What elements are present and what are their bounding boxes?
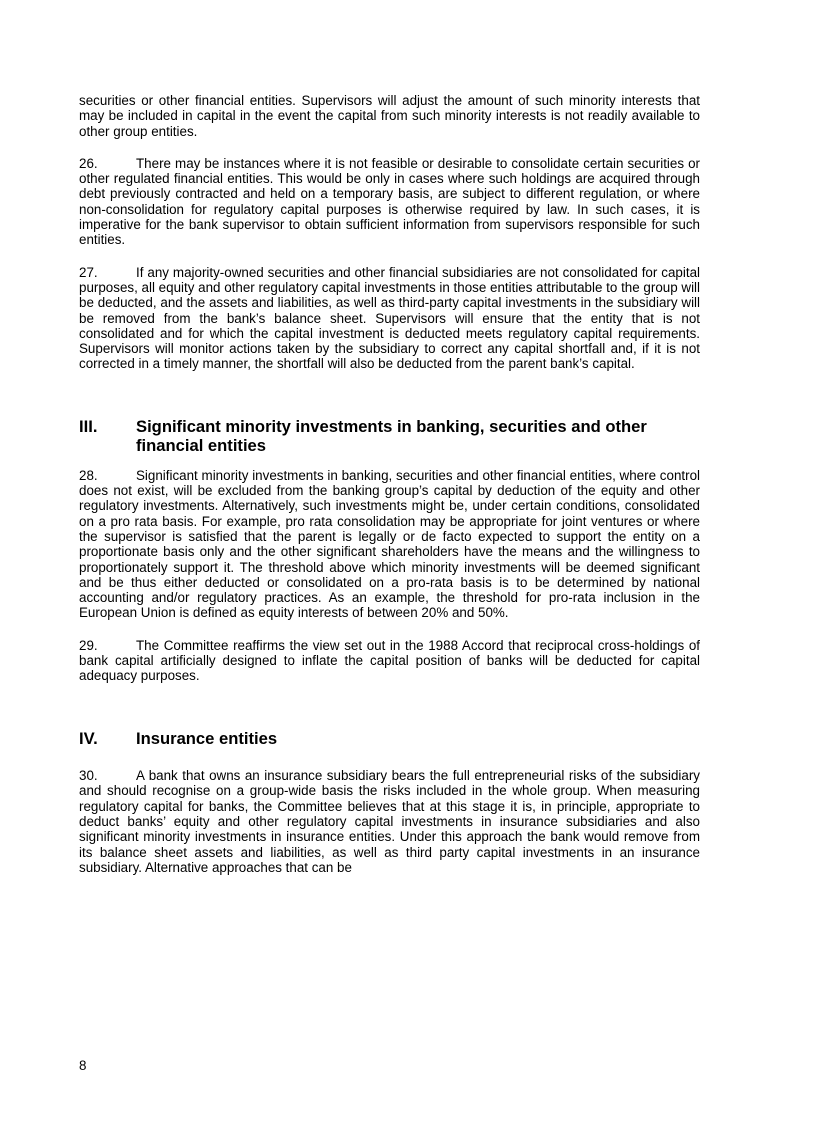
paragraph-text: Significant minority investments in banking, securities and other financial entities, where control does not exist, will be excluded from the banking group’s capital by deduction of the equity and other regulatory investments. Alternatively, such investments might be, under certain conditions, consolidated on a pro rata basis. For example, pro rata consolidation may be appropriate for joint ventures or where the supervisor is satisfied that the parent is legally or de facto expected to support the entity on a proportionate basis only and the other significant shareholders have the means and the willingness to proportionately support it. The threshold above which minority investments will be deemed significant and be thus either deducted or consolidated on a pro-rata basis is to be determined by national accounting and/or regulatory practices. As an example, the threshold for pro-rata inclusion in the European Union is defined as equity interests of between 20% and 50%. (79, 467, 700, 621)
section-heading-4 (79, 729, 700, 749)
paragraph-number: 30. (79, 768, 98, 784)
paragraph-29 (79, 638, 700, 684)
section-number: IV. (79, 728, 98, 748)
paragraph-28 (79, 468, 700, 621)
page-number: 8 (79, 1058, 87, 1073)
paragraph-number: 29. (79, 637, 98, 653)
paragraph-30 (79, 768, 700, 875)
paragraph-number: 27. (79, 264, 98, 280)
paragraph-26 (79, 156, 700, 248)
paragraph-text: There may be instances where it is not feasible or desirable to consolidate certain securities or other regulated financial entities. This would be only in cases where such holdings are acquired through debt previously contracted and held on a temporary basis, are subject to different regulation, or where non-consolidation for regulatory capital purposes is otherwise required by law. In such cases, it is imperative for the bank supervisor to obtain sufficient information from supervisors responsible for such entities. (79, 155, 700, 248)
paragraph-27 (79, 265, 700, 372)
section-title: Insurance entities (136, 728, 278, 748)
paragraph-text: If any majority-owned securities and other financial subsidiaries are not consolidated for capital purposes, all equity and other regulatory capital investments in those entities attributable to the group will be deducted, and the assets and liabilities, as well as third-party capital investments in the subsidiary will be removed from the bank’s balance sheet. Supervisors will ensure that the entity that is not consolidated and for which the capital investment is deducted meets regulatory capital requirements. Supervisors will monitor actions taken by the subsidiary to correct any capital shortfall and, if it is not corrected in a timely manner, the shortfall will also be deducted from the parent bank’s capital. (79, 264, 700, 372)
section-heading-3 (79, 417, 700, 456)
paragraph-number: 26. (79, 155, 98, 171)
paragraph-text: The Committee reaffirms the view set out in the 1988 Accord that reciprocal cross-holdings of bank capital artificially designed to inflate the capital position of banks will be deducted for capital adequacy purposes. (79, 637, 700, 684)
document-body (79, 93, 700, 875)
paragraph-number: 28. (79, 467, 98, 483)
paragraph-text: A bank that owns an insurance subsidiary bears the full entrepreneurial risks of the subsidiary and should recognise on a group-wide basis the risks included in the whole group. When measuring regulatory capital for banks, the Committee believes that at this stage it is, in principle, appropriate to deduct banks’ equity and other regulatory capital investments in insurance subsidiaries and also significant minority investments in insurance entities. Under this approach the bank would remove from its balance sheet assets and liabilities, as well as third party capital investments in an insurance subsidiary. Alternative approaches that can be (79, 768, 700, 875)
paragraph-continuation: securities or other financial entities. Supervisors will adjust the amount of such minority interests that may be included in capital in the event the capital from such minority interests is not readily available to other group entities. (79, 93, 700, 139)
section-number: III. (79, 416, 98, 436)
section-title: Significant minority investments in banking, securities and other financial entities (136, 416, 647, 456)
